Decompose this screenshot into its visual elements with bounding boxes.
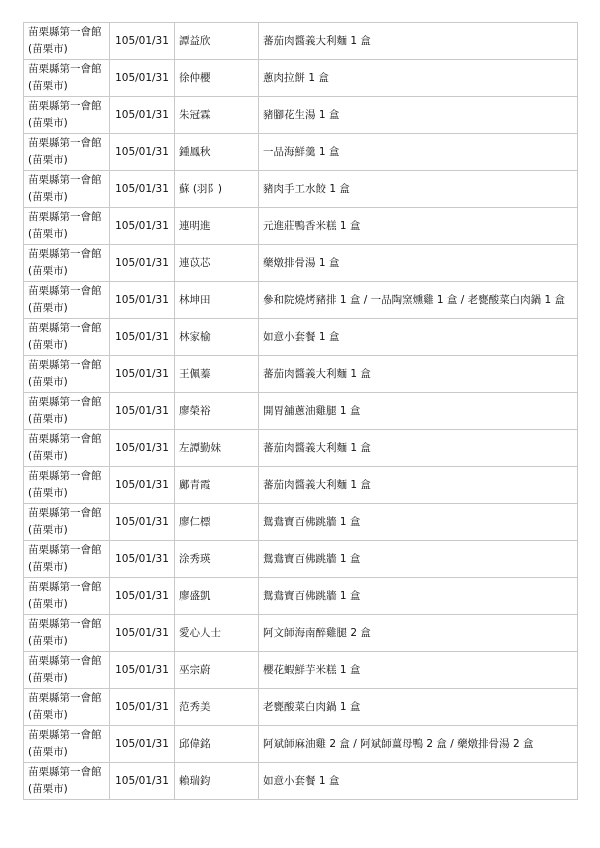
venue-cell: [24, 578, 110, 615]
venue-name: 苗栗縣第一會館: [28, 174, 102, 186]
donated-items-cell: 豬腳花生湯 1 盒: [259, 97, 578, 134]
table-row: [24, 134, 578, 171]
table-row: [24, 763, 578, 800]
venue-city: (苗栗市): [28, 561, 68, 573]
date-cell: 105/01/31: [110, 356, 175, 393]
table-row: [24, 393, 578, 430]
date-cell: 105/01/31: [110, 282, 175, 319]
donor-name-cell: 徐仲櫻: [175, 60, 259, 97]
donor-name-cell: 廖盛凱: [175, 578, 259, 615]
donated-items-cell: 鴛鴦寶百佛跳牆 1 盒: [259, 504, 578, 541]
table-row: [24, 60, 578, 97]
venue-name: 苗栗縣第一會館: [28, 544, 102, 556]
donated-items-cell: 阿斌師麻油雞 2 盒 / 阿斌師薑母鴨 2 盒 / 藥燉排骨湯 2 盒: [259, 726, 578, 763]
venue-city: (苗栗市): [28, 635, 68, 647]
venue-cell: [24, 467, 110, 504]
venue-city: (苗栗市): [28, 709, 68, 721]
venue-city: (苗栗市): [28, 376, 68, 388]
venue-name: 苗栗縣第一會館: [28, 655, 102, 667]
donated-items-cell: 藥燉排骨湯 1 盒: [259, 245, 578, 282]
date-cell: 105/01/31: [110, 171, 175, 208]
venue-cell: [24, 282, 110, 319]
donor-name-cell: 鄺青霞: [175, 467, 259, 504]
venue-city: (苗栗市): [28, 265, 68, 277]
table-row: [24, 208, 578, 245]
donated-items-cell: 蕃茄肉醬義大利麵 1 盒: [259, 467, 578, 504]
date-cell: 105/01/31: [110, 726, 175, 763]
table-row: [24, 652, 578, 689]
venue-name: 苗栗縣第一會館: [28, 100, 102, 112]
date-cell: 105/01/31: [110, 689, 175, 726]
donor-name-cell: 鍾鳳秋: [175, 134, 259, 171]
table-row: [24, 97, 578, 134]
donated-items-cell: 鴛鴦寶百佛跳牆 1 盒: [259, 541, 578, 578]
venue-cell: [24, 393, 110, 430]
table-row: [24, 282, 578, 319]
venue-name: 苗栗縣第一會館: [28, 137, 102, 149]
date-cell: 105/01/31: [110, 319, 175, 356]
venue-cell: [24, 689, 110, 726]
donor-name-cell: 林坤田: [175, 282, 259, 319]
date-cell: 105/01/31: [110, 504, 175, 541]
table-row: [24, 430, 578, 467]
venue-city: (苗栗市): [28, 598, 68, 610]
venue-name: 苗栗縣第一會館: [28, 433, 102, 445]
venue-name: 苗栗縣第一會館: [28, 470, 102, 482]
venue-name: 苗栗縣第一會館: [28, 581, 102, 593]
table-row: [24, 319, 578, 356]
donated-items-cell: 元進莊鴨香米糕 1 盒: [259, 208, 578, 245]
venue-cell: [24, 208, 110, 245]
venue-name: 苗栗縣第一會館: [28, 507, 102, 519]
donor-name-cell: 范秀美: [175, 689, 259, 726]
donated-items-cell: 豬肉手工水餃 1 盒: [259, 171, 578, 208]
date-cell: 105/01/31: [110, 763, 175, 800]
venue-cell: [24, 541, 110, 578]
venue-city: (苗栗市): [28, 450, 68, 462]
donor-name-cell: 邱偉銘: [175, 726, 259, 763]
venue-cell: [24, 615, 110, 652]
donor-name-cell: 巫宗蔚: [175, 652, 259, 689]
venue-city: (苗栗市): [28, 783, 68, 795]
date-cell: 105/01/31: [110, 208, 175, 245]
donated-items-cell: 老甕酸菜白肉鍋 1 盒: [259, 689, 578, 726]
venue-name: 苗栗縣第一會館: [28, 729, 102, 741]
date-cell: 105/01/31: [110, 430, 175, 467]
venue-name: 苗栗縣第一會館: [28, 692, 102, 704]
date-cell: 105/01/31: [110, 134, 175, 171]
table-row: [24, 615, 578, 652]
donor-name-cell: 王佩蓁: [175, 356, 259, 393]
venue-city: (苗栗市): [28, 80, 68, 92]
donated-items-cell: 櫻花蝦鮮芋米糕 1 盒: [259, 652, 578, 689]
date-cell: 105/01/31: [110, 541, 175, 578]
venue-cell: [24, 23, 110, 60]
venue-cell: [24, 245, 110, 282]
date-cell: 105/01/31: [110, 245, 175, 282]
venue-name: 苗栗縣第一會館: [28, 396, 102, 408]
venue-cell: [24, 171, 110, 208]
donor-name-cell: 林家榆: [175, 319, 259, 356]
venue-name: 苗栗縣第一會館: [28, 322, 102, 334]
table-row: [24, 245, 578, 282]
venue-cell: [24, 504, 110, 541]
date-cell: 105/01/31: [110, 467, 175, 504]
donor-name-cell: 譚益欣: [175, 23, 259, 60]
date-cell: 105/01/31: [110, 23, 175, 60]
venue-cell: [24, 430, 110, 467]
date-cell: 105/01/31: [110, 652, 175, 689]
donated-items-cell: 蕃茄肉醬義大利麵 1 盒: [259, 356, 578, 393]
venue-name: 苗栗縣第一會館: [28, 248, 102, 260]
venue-cell: [24, 726, 110, 763]
date-cell: 105/01/31: [110, 60, 175, 97]
venue-city: (苗栗市): [28, 191, 68, 203]
venue-cell: [24, 652, 110, 689]
table-row: [24, 689, 578, 726]
donor-name-cell: 蘇 (羽阝): [175, 171, 259, 208]
venue-name: 苗栗縣第一會館: [28, 211, 102, 223]
venue-cell: [24, 319, 110, 356]
donor-name-cell: 廖仁標: [175, 504, 259, 541]
venue-cell: [24, 134, 110, 171]
donated-items-cell: 蔥肉拉餅 1 盒: [259, 60, 578, 97]
table-row: [24, 356, 578, 393]
donor-name-cell: 廖榮裕: [175, 393, 259, 430]
table-row: [24, 467, 578, 504]
donated-items-cell: 蕃茄肉醬義大利麵 1 盒: [259, 23, 578, 60]
venue-cell: [24, 763, 110, 800]
table-row: [24, 504, 578, 541]
donated-items-cell: 開胃舖蔥油雞腿 1 盒: [259, 393, 578, 430]
date-cell: 105/01/31: [110, 97, 175, 134]
donated-items-cell: 鴛鴦寶百佛跳牆 1 盒: [259, 578, 578, 615]
venue-city: (苗栗市): [28, 117, 68, 129]
table-row: [24, 171, 578, 208]
venue-city: (苗栗市): [28, 154, 68, 166]
venue-name: 苗栗縣第一會館: [28, 285, 102, 297]
donated-items-cell: 參和院燒烤豬排 1 盒 / 一品陶窯燻雞 1 盒 / 老甕酸菜白肉鍋 1 盒: [259, 282, 578, 319]
venue-city: (苗栗市): [28, 413, 68, 425]
venue-name: 苗栗縣第一會館: [28, 26, 102, 38]
date-cell: 105/01/31: [110, 578, 175, 615]
venue-city: (苗栗市): [28, 672, 68, 684]
date-cell: 105/01/31: [110, 615, 175, 652]
donated-items-cell: 如意小套餐 1 盒: [259, 319, 578, 356]
donor-name-cell: 涂秀瑛: [175, 541, 259, 578]
donor-name-cell: 左譚勤妹: [175, 430, 259, 467]
donor-name-cell: 連明進: [175, 208, 259, 245]
venue-cell: [24, 97, 110, 134]
donor-name-cell: 愛心人士: [175, 615, 259, 652]
venue-city: (苗栗市): [28, 746, 68, 758]
venue-cell: [24, 60, 110, 97]
donated-items-cell: 如意小套餐 1 盒: [259, 763, 578, 800]
donor-name-cell: 連苡芯: [175, 245, 259, 282]
donation-table-body: [24, 23, 578, 800]
venue-city: (苗栗市): [28, 339, 68, 351]
donation-table: [23, 22, 578, 800]
date-cell: 105/01/31: [110, 393, 175, 430]
donor-name-cell: 朱冠霖: [175, 97, 259, 134]
table-row: [24, 23, 578, 60]
donor-name-cell: 賴瑞鈞: [175, 763, 259, 800]
venue-name: 苗栗縣第一會館: [28, 359, 102, 371]
donated-items-cell: 一品海鮮羹 1 盒: [259, 134, 578, 171]
table-row: [24, 541, 578, 578]
venue-city: (苗栗市): [28, 43, 68, 55]
venue-city: (苗栗市): [28, 302, 68, 314]
venue-cell: [24, 356, 110, 393]
venue-city: (苗栗市): [28, 524, 68, 536]
venue-city: (苗栗市): [28, 228, 68, 240]
venue-name: 苗栗縣第一會館: [28, 618, 102, 630]
venue-city: (苗栗市): [28, 487, 68, 499]
donated-items-cell: 蕃茄肉醬義大利麵 1 盒: [259, 430, 578, 467]
venue-name: 苗栗縣第一會館: [28, 766, 102, 778]
table-row: [24, 578, 578, 615]
venue-name: 苗栗縣第一會館: [28, 63, 102, 75]
table-row: [24, 726, 578, 763]
donated-items-cell: 阿文師海南醉雞腿 2 盒: [259, 615, 578, 652]
